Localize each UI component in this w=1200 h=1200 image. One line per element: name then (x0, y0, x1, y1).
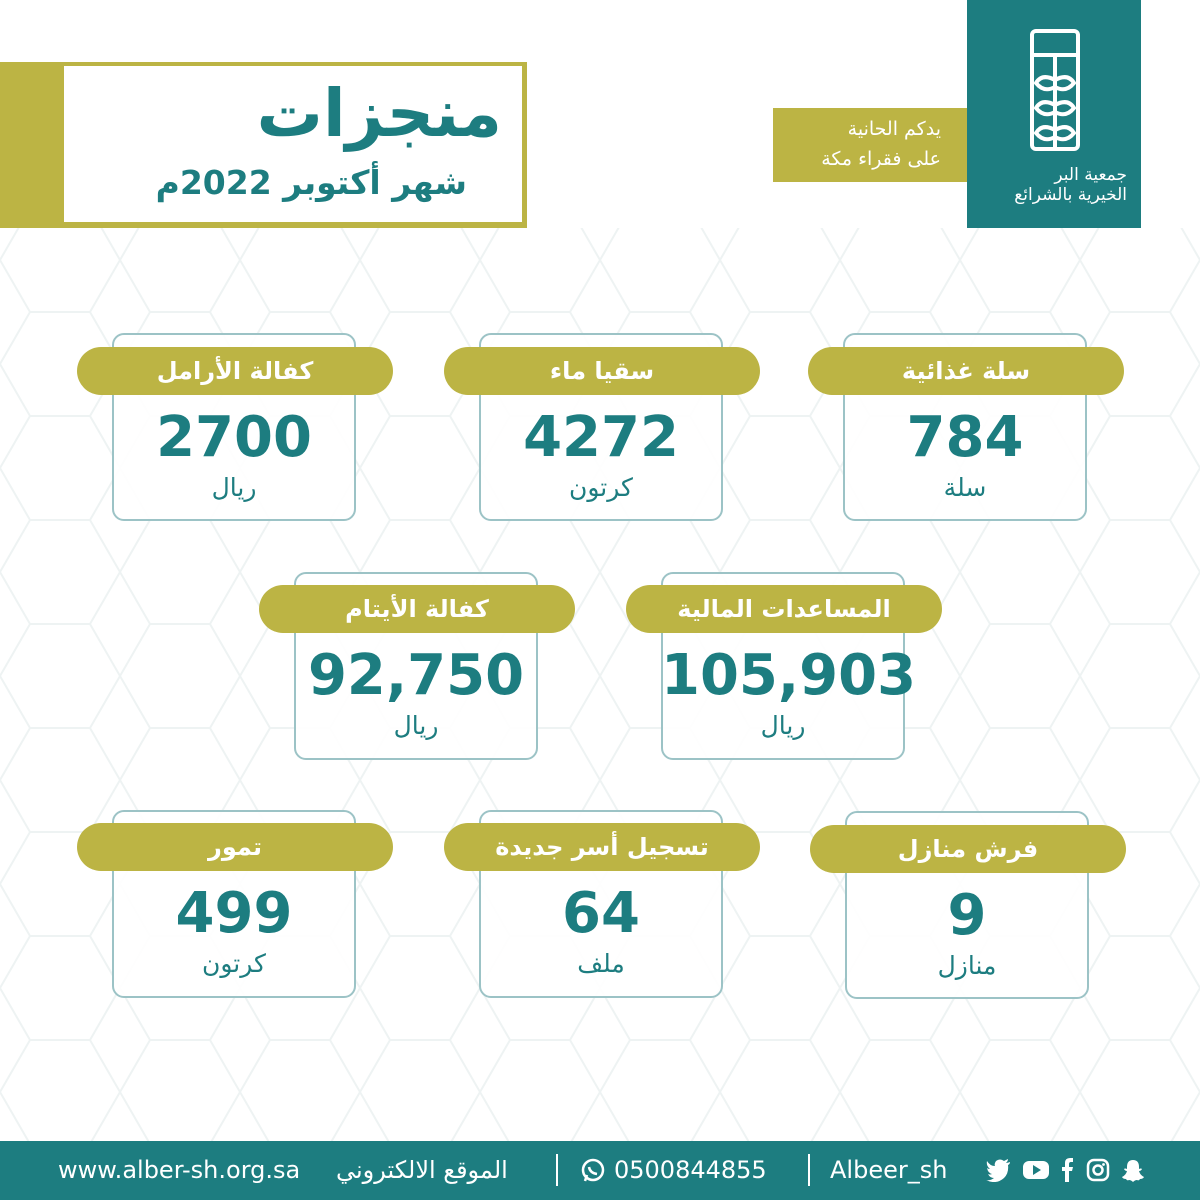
twitter-icon[interactable] (986, 1158, 1012, 1182)
youtube-icon[interactable] (1022, 1158, 1050, 1182)
stat-value-dates: 499 (175, 881, 293, 946)
stat-label-financial-aid: المساعدات المالية (626, 585, 942, 633)
stat-unit-new-families: ملف (577, 949, 625, 978)
stat-unit-furnishing: منازل (937, 951, 997, 980)
tagline-line-1: يدكم الحانية (847, 118, 941, 140)
tagline-line-2: على فقراء مكة (821, 148, 941, 170)
stat-label-new-families: تسجيل أسر جديدة (444, 823, 760, 871)
org-name-line-2: الخيرية بالشرائع (1014, 185, 1127, 205)
whatsapp-icon[interactable] (580, 1158, 606, 1184)
footer-divider (808, 1154, 810, 1186)
wheat-logo-icon (1020, 25, 1090, 155)
facebook-icon[interactable] (1060, 1158, 1074, 1182)
stat-unit-water: كرتون (569, 473, 633, 502)
page-title: منجزات (256, 75, 502, 152)
stat-label-orphans: كفالة الأيتام (259, 585, 575, 633)
snapchat-icon[interactable] (1120, 1158, 1146, 1184)
stat-value-widows: 2700 (156, 405, 312, 470)
stat-label-dates: تمور (77, 823, 393, 871)
stat-value-orphans: 92,750 (307, 643, 525, 708)
social-handle[interactable]: Albeer_sh (830, 1156, 948, 1184)
stat-value-new-families: 64 (562, 881, 640, 946)
stat-value-furnishing: 9 (947, 883, 987, 948)
stat-unit-widows: ريال (211, 473, 257, 502)
stat-unit-dates: كرتون (202, 949, 266, 978)
stat-value-food-basket: 784 (906, 405, 1024, 470)
stat-label-widows: كفالة الأرامل (77, 347, 393, 395)
stat-unit-food-basket: سلة (943, 473, 987, 502)
stat-label-water: سقيا ماء (444, 347, 760, 395)
page-subtitle: شهر أكتوبر 2022م (155, 163, 467, 202)
org-name (967, 165, 1127, 205)
stat-label-food-basket: سلة غذائية (808, 347, 1124, 395)
org-name-line-1: جمعية البر (1054, 165, 1127, 185)
stat-unit-financial-aid: ريال (760, 711, 806, 740)
website-label: الموقع الالكتروني (336, 1156, 508, 1184)
stat-label-furnishing: فرش منازل (810, 825, 1126, 873)
footer-divider (556, 1154, 558, 1186)
stat-value-water: 4272 (523, 405, 679, 470)
stat-value-financial-aid: 105,903 (661, 643, 917, 708)
tagline (773, 114, 941, 174)
stat-unit-orphans: ريال (393, 711, 439, 740)
instagram-icon[interactable] (1086, 1158, 1110, 1182)
phone-number[interactable]: 0500844855 (614, 1156, 767, 1184)
website-url[interactable]: www.alber-sh.org.sa (58, 1156, 301, 1184)
